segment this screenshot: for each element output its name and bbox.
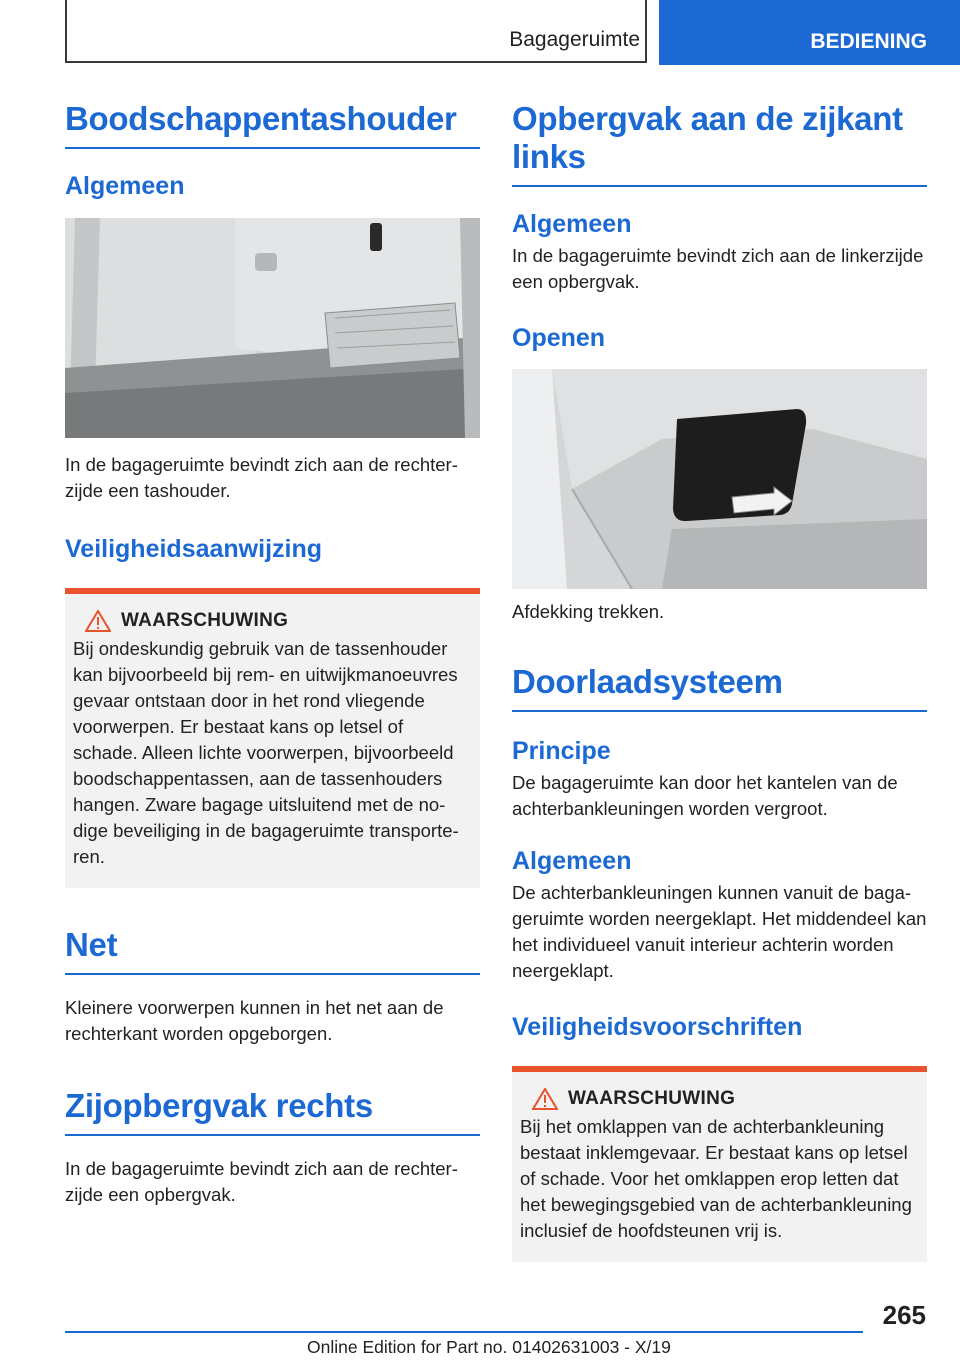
- paragraph-algemeen: In de bagageruimte bevindt zich aan de rechterzijde een tashouder.: [65, 454, 458, 501]
- footer-divider: [65, 1331, 863, 1333]
- paragraph-principe: De bagageruimte kan door het kantelen van de achterbankleuningen worden vergroot.: [512, 772, 898, 819]
- caption-openen: Afdekking trekken.: [512, 601, 665, 622]
- subheading-principe: Principe: [512, 737, 611, 765]
- right-column: [512, 100, 927, 1262]
- subheading-veiligheidsvoorschriften: Veiligheidsvoorschriften: [512, 1013, 803, 1041]
- warning-box: [65, 588, 480, 888]
- left-column: [65, 100, 480, 1208]
- warning-text: Bij het omklappen van de achterbankleuning bestaat inklemgevaar. Er bestaat kans op letsel of schade. Voor het omklappen erop letten dat het bewegingsgebied van de achterbankleuning inclusief de hoofdsteunen vrij is.: [520, 1116, 912, 1241]
- subheading-algemeen-doorlaad: Algemeen: [512, 847, 632, 875]
- paragraph-net: Kleinere voorwerpen kunnen in het net aan de rechterkant worden opgeborgen.: [65, 997, 444, 1044]
- trunk-bag-holder-photo: [65, 218, 480, 438]
- header-section-title: Bagageruimte: [509, 28, 640, 51]
- warning-title: WAARSCHUWING: [568, 1088, 736, 1109]
- warning-title: WAARSCHUWING: [121, 610, 289, 631]
- paragraph-algemeen-doorlaad: De achterbankleuningen kunnen vanuit de bagageruimte worden neergeklapt. Het middendeel kan het individueel vanuit interieur achterin worden neergeklapt.: [512, 882, 927, 981]
- warning-box: [512, 1066, 927, 1262]
- page-number: 265: [882, 1300, 926, 1330]
- subheading-openen: Openen: [512, 324, 606, 352]
- heading-net: Net: [65, 926, 480, 975]
- heading-boodschappentashouder: Boodschappentashouder: [65, 100, 480, 149]
- heading-zijopbergvak-rechts: Zijopbergvak rechts: [65, 1087, 480, 1136]
- subheading-algemeen: Algemeen: [512, 210, 632, 238]
- footer-edition: Online Edition for Part no. 01402631003 - X/19: [307, 1337, 671, 1357]
- left-storage-compartment-photo: [512, 369, 927, 589]
- warning-header: [520, 1088, 919, 1110]
- paragraph-algemeen: In de bagageruimte bevindt zich aan de linkerzijde een opbergvak.: [512, 245, 924, 292]
- warning-header: [73, 610, 472, 632]
- warning-triangle-icon: [85, 610, 111, 632]
- header-chapter-tab[interactable]: BEDIENING: [659, 0, 960, 65]
- warning-triangle-icon: [532, 1088, 558, 1110]
- heading-opbergvak-links: Opbergvak aan de zijkant links: [512, 100, 927, 187]
- heading-doorlaadsysteem: Doorlaadsysteem: [512, 663, 927, 712]
- warning-text: Bij ondeskundig gebruik van de tassenhouder kan bijvoorbeeld bij rem- en uitwijkmanoeuvres gevaar ontstaan door in het rond vliegende voorwerpen. Er bestaat kans op letsel of schade. Alleen lichte voorwerpen, bijvoorbeeld boodschappentassen, aan de tassenhouders hangen. Zware bagage uitsluitend met de nodige beveiliging in de bagageruimte transporteren.: [73, 638, 459, 867]
- paragraph-zijopbergvak: In de bagageruimte bevindt zich aan de rechterzijde een opbergvak.: [65, 1158, 458, 1205]
- subheading-algemeen: Algemeen: [65, 172, 185, 200]
- subheading-veiligheidsaanwijzing: Veiligheidsaanwijzing: [65, 535, 323, 563]
